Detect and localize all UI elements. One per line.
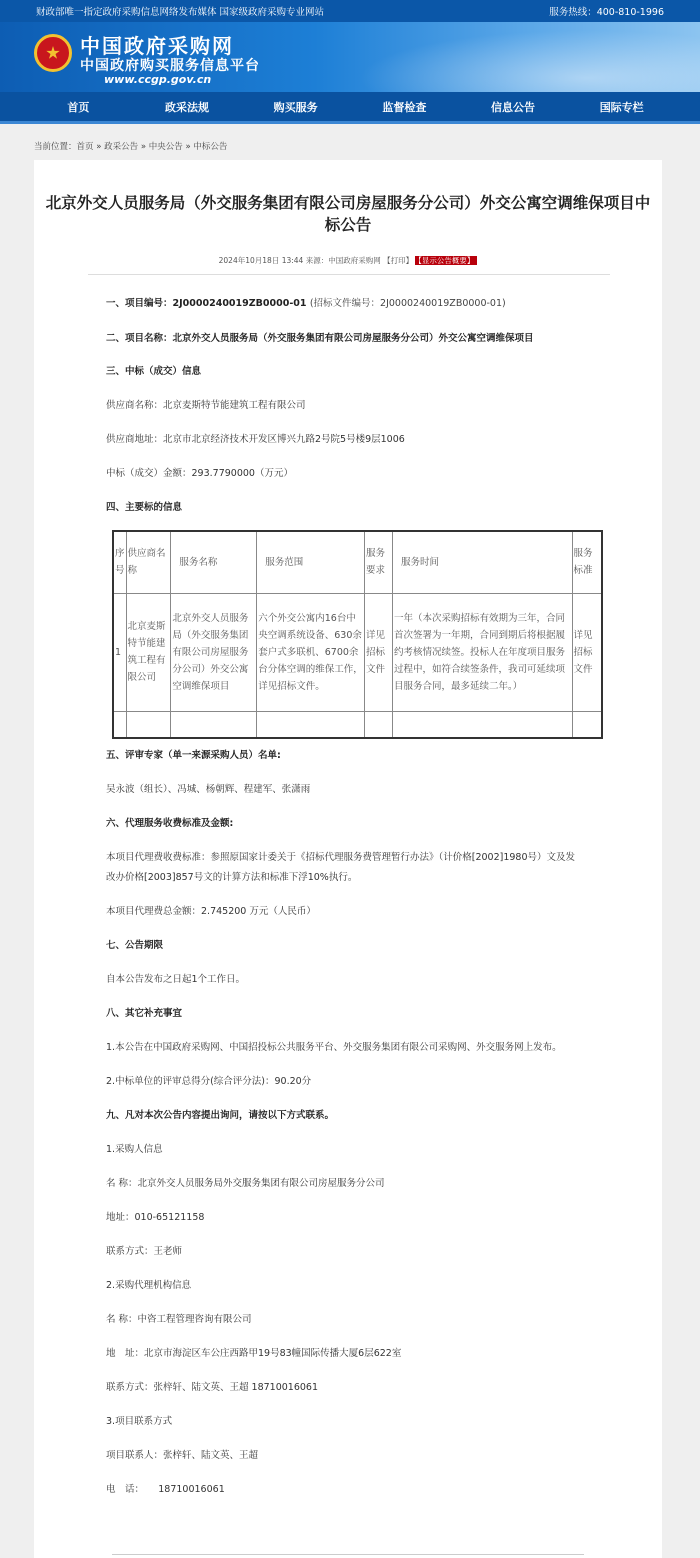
supplier-address: 供应商地址：北京市北京经济技术开发区博兴九路2号院5号楼9层1006: [106, 434, 405, 445]
table-header: 供应商名称: [126, 531, 171, 593]
table-cell: 详见招标文件: [572, 593, 602, 711]
project-number: 一、项目编号：2J0000240019ZB0000-01 (招标文件编号：2J0000240019ZB0000-01): [106, 298, 506, 309]
nav-home[interactable]: 首页: [67, 100, 90, 114]
project-contact-people: 项目联系人：张梓轩、陆文英、王超: [106, 1450, 259, 1461]
table-cell: 北京麦斯特节能建筑工程有限公司: [126, 593, 171, 711]
section-other-matters: 八、其它补充事宜: [106, 1008, 183, 1019]
fee-standard-line2: 改办价格[2003]857号文的计算方法和标准下浮10%执行。: [106, 872, 358, 883]
breadcrumb-prefix: 当前位置：: [34, 142, 77, 152]
fee-standard-line1: 本项目代理费收费标准：参照原国家计委关于《招标代理服务费管理暂行办法》（计价格[2002]1980号）文及发: [106, 852, 576, 863]
purchaser-contact: 联系方式：王老师: [106, 1246, 183, 1257]
article-panel: [34, 160, 662, 1558]
other-matter-2: 2.中标单位的评审总得分(综合评分法)：90.20分: [106, 1076, 312, 1087]
nav-announcements[interactable]: 信息公告: [491, 100, 536, 114]
agency-name: 名 称：中咨工程管理咨询有限公司: [106, 1314, 252, 1325]
site-logo-title[interactable]: 中国政府采购网: [80, 34, 234, 58]
show-summary-button[interactable]: 【显示公告概要】: [415, 256, 477, 265]
breadcrumb-announcements[interactable]: 政采公告: [104, 142, 139, 152]
nav-policy-law[interactable]: 政采法规: [165, 100, 209, 114]
table-header: 服务范围: [257, 531, 365, 593]
other-matter-1: 1.本公告在中国政府采购网、中国招投标公共服务平台、外交服务集团有限公司采购网、外交服务网上发布。: [106, 1042, 562, 1053]
table-header: 服务名称: [171, 531, 257, 593]
table-row: [113, 711, 602, 738]
purchaser-name: 名 称：北京外交人员服务局外交服务集团有限公司房屋服务分公司: [106, 1178, 385, 1189]
table-header: 服务要求: [365, 531, 393, 593]
table-cell: 六个外交公寓内16台中央空调系统设备、630余套户式多联机、6700余台分体空调的维保工作，详见招标文件。: [257, 593, 365, 711]
section-agency-fee: 六、代理服务收费标准及金额:: [106, 818, 234, 829]
divider: [112, 1554, 584, 1555]
expert-list: 吴永波（组长）、冯城、杨朝辉、程建军、张潇雨: [106, 784, 311, 795]
award-amount: 中标（成交）金额：293.7790000（万元）: [106, 468, 293, 479]
nav-international[interactable]: 国际专栏: [599, 100, 644, 114]
breadcrumb-home[interactable]: 首页: [76, 142, 94, 152]
project-contact-phone: 电 话： 18710016061: [106, 1484, 225, 1495]
site-logo-url: www.ccgp.gov.cn: [104, 73, 212, 86]
table-row: [113, 593, 602, 711]
breadcrumb-central[interactable]: 中央公告: [148, 142, 183, 152]
main-nav: [0, 92, 700, 124]
table-cell: 1: [113, 593, 126, 711]
table-header-row: [113, 531, 602, 593]
nav-supervision[interactable]: 监督检查: [382, 100, 427, 114]
nav-purchase-service[interactable]: 购买服务: [273, 100, 318, 114]
agency-address: 地 址：北京市海淀区车公庄西路甲19号83幢国际传播大厦6层622室: [106, 1348, 402, 1359]
section-award-info: 三、中标（成交）信息: [106, 366, 202, 377]
breadcrumb-award[interactable]: 中标公告: [193, 142, 228, 152]
table-header: 服务时间: [392, 531, 572, 593]
site-banner: [0, 22, 700, 92]
section-main-items: 四、主要标的信息: [106, 502, 183, 513]
main-items-table: [112, 530, 603, 739]
service-hotline: 服务热线：400-810-1996: [549, 7, 664, 18]
agency-heading: 2.采购代理机构信息: [106, 1280, 192, 1291]
project-name: 二、项目名称：北京外交人员服务局（外交服务集团有限公司房屋服务分公司）外交公寓空调维保项目: [106, 333, 534, 344]
supplier-name: 供应商名称：北京麦斯特节能建筑工程有限公司: [106, 400, 306, 411]
article-meta: 2024年10月18日 13:44 来源：中国政府采购网 【打印】 【显示公告概要】: [34, 255, 662, 266]
table-cell: 详见招标文件: [365, 593, 393, 711]
project-contact-heading: 3.项目联系方式: [106, 1416, 173, 1427]
table-header: 序号: [113, 531, 126, 593]
table-header: 服务标准: [572, 531, 602, 593]
table-cell: 北京外交人员服务局（外交服务集团有限公司房屋服务分公司）外交公寓空调维保项目: [171, 593, 257, 711]
section-contact: 九、凡对本次公告内容提出询问，请按以下方式联系。: [106, 1110, 335, 1121]
site-logo-subtitle: 中国政府购买服务信息平台: [80, 58, 260, 74]
purchaser-address: 地址：010-65121158: [106, 1212, 205, 1223]
breadcrumb: 当前位置：首页 » 政采公告 » 中央公告 » 中标公告: [34, 142, 228, 152]
divider: [88, 274, 610, 275]
agency-contact: 联系方式：张梓轩、陆文英、王超 18710016061: [106, 1382, 319, 1393]
purchaser-heading: 1.采购人信息: [106, 1144, 163, 1155]
notice-period: 自本公告发布之日起1个工作日。: [106, 974, 246, 985]
section-experts: 五、评审专家（单一来源采购人员）名单:: [106, 750, 281, 761]
top-bar: [0, 0, 700, 22]
fee-total: 本项目代理费总金额：2.745200 万元（人民币）: [106, 906, 316, 917]
page-title: 北京外交人员服务局（外交服务集团有限公司房屋服务分公司）外交公寓空调维保项目中标公告: [45, 194, 651, 234]
table-cell: 一年（本次采购招标有效期为三年，合同首次签署为一年期，合同到期后将根据履约考核情况续签。投标人在年度项目服务过程中，如符合续签条件，我司可延续项目服务合同，最多延续二年。）: [392, 593, 572, 711]
national-emblem-icon[interactable]: [34, 34, 72, 72]
top-bar-slogan: 财政部唯一指定政府采购信息网络发布媒体 国家级政府采购专业网站: [36, 7, 325, 18]
section-notice-period: 七、公告期限: [106, 940, 164, 951]
